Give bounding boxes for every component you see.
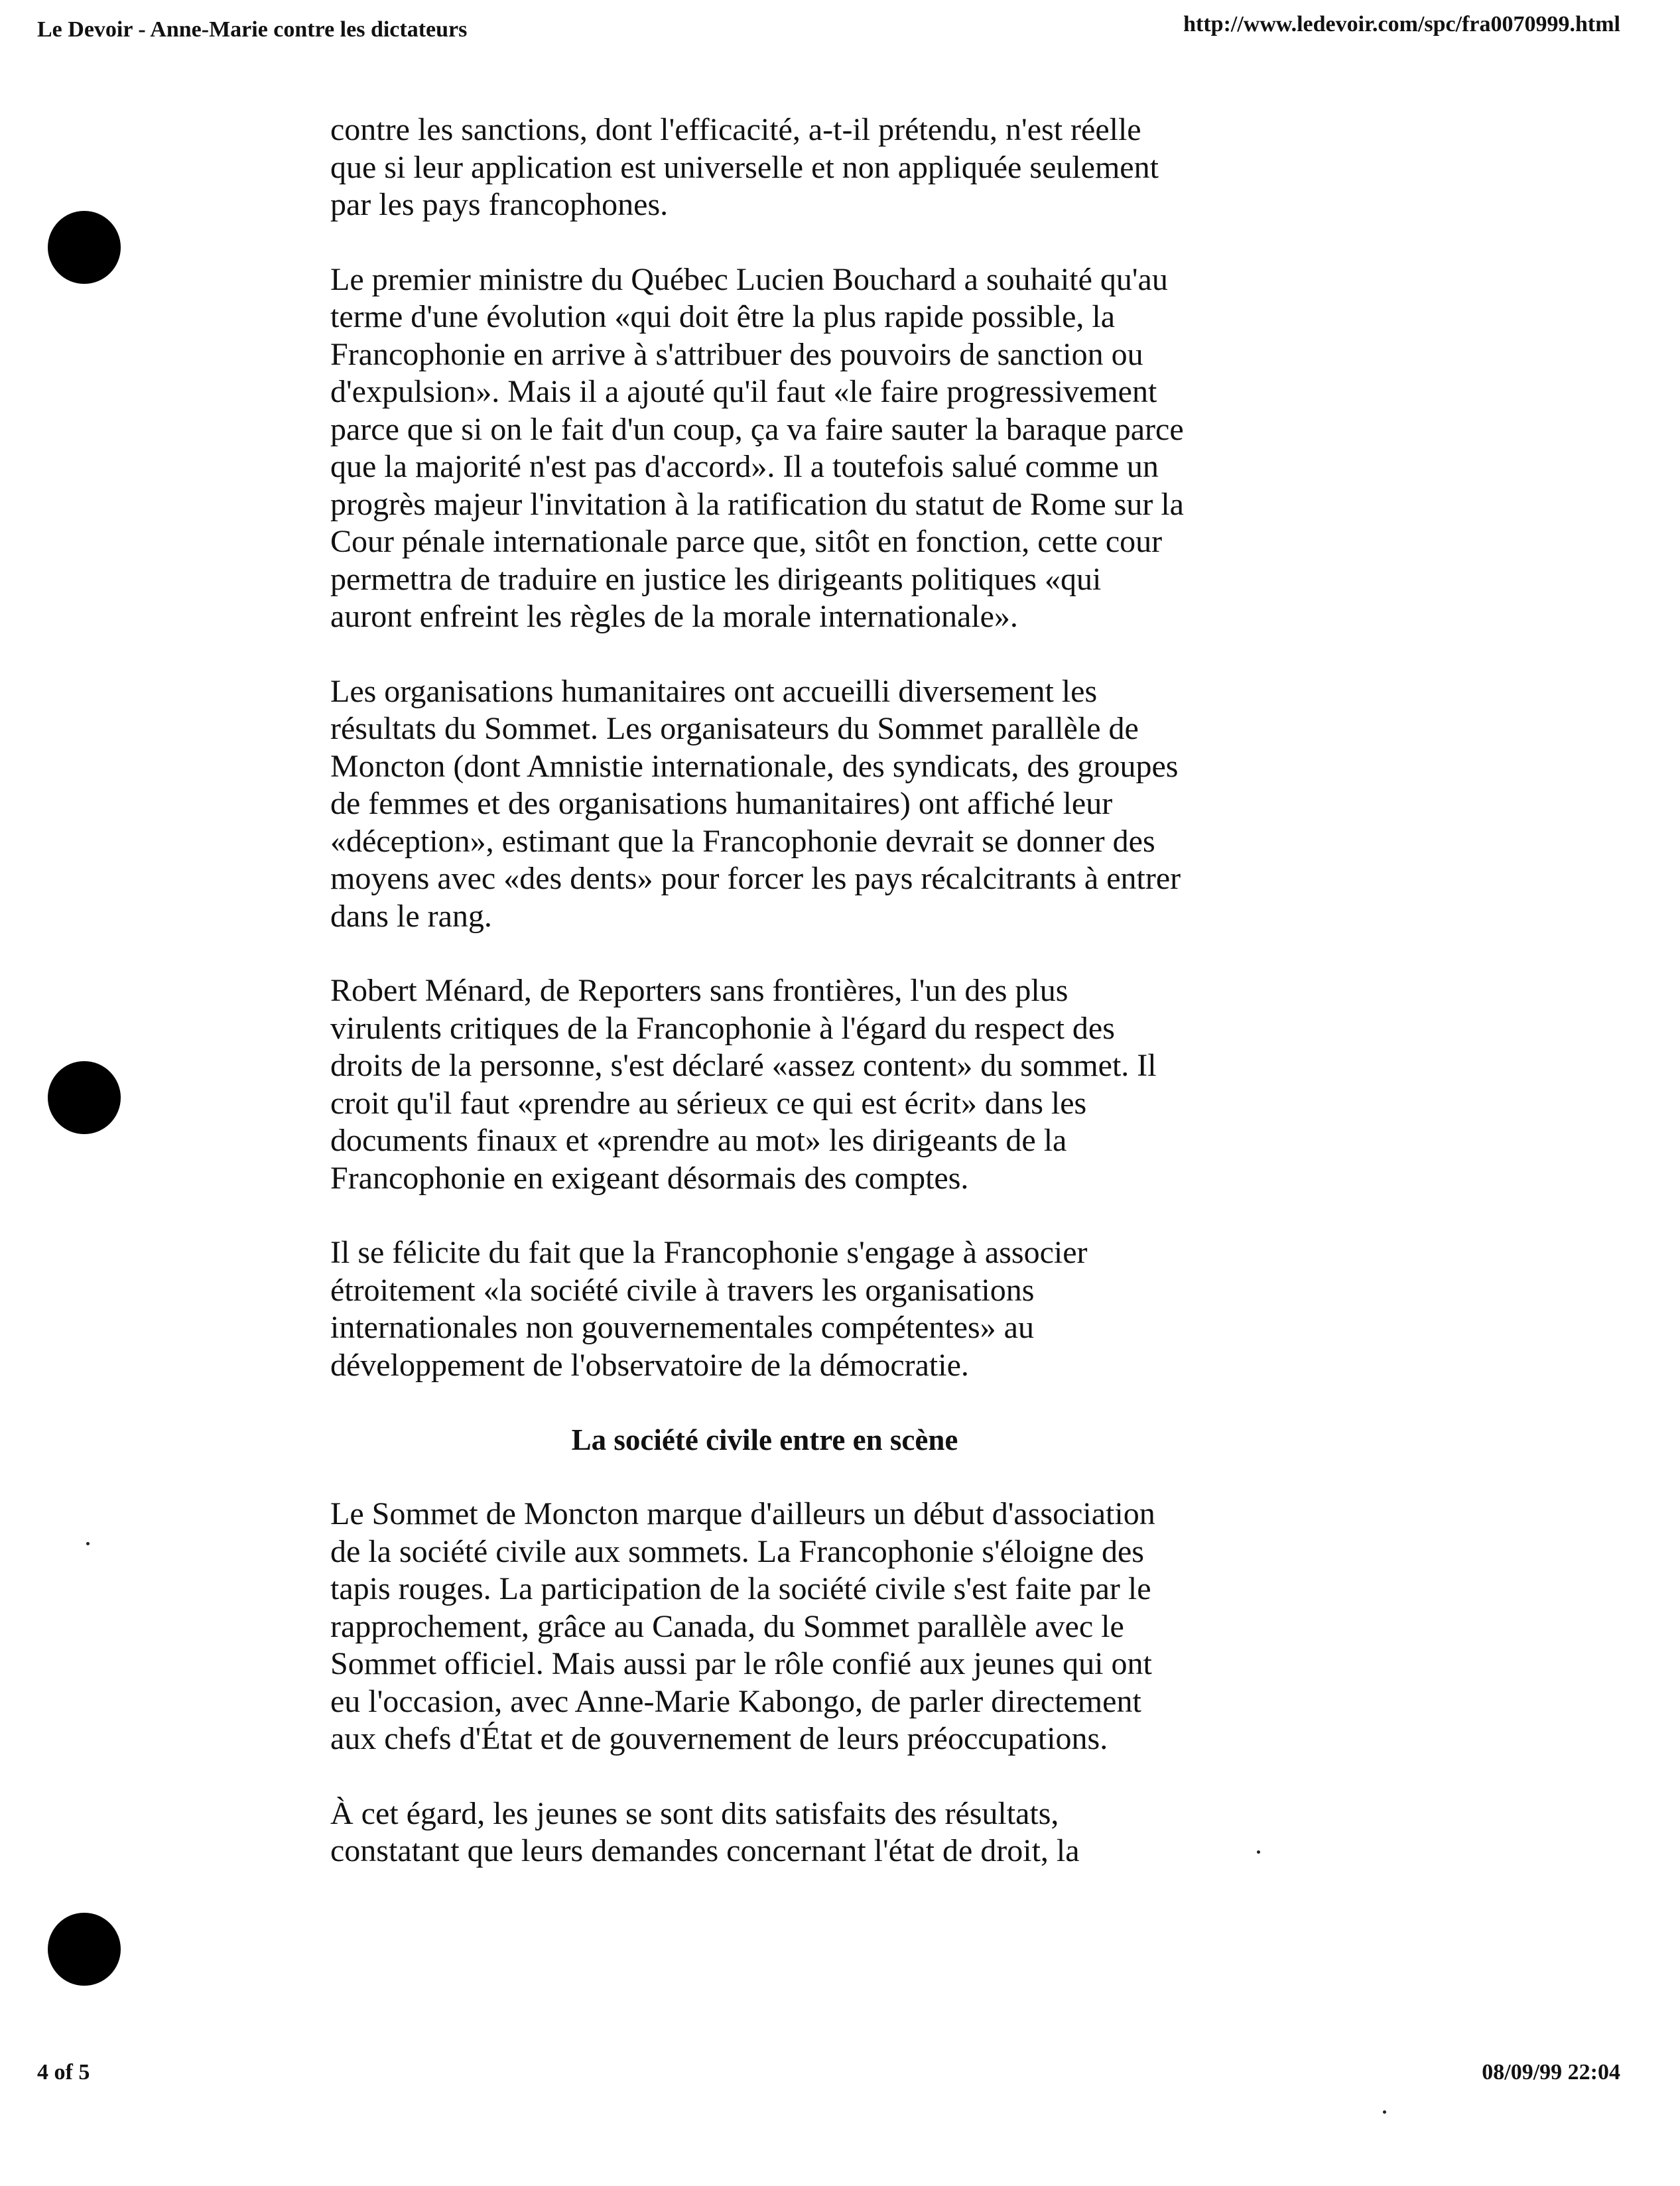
article-paragraph: Il se félicite du fait que la Francophonie s'engage à associer étroitement «la société civile à travers les organisations internationales non gouvernementales compétentes» au développement de l'observatoire de la démocratie. [330, 1235, 1088, 1383]
binder-hole-top [48, 211, 121, 284]
scan-speck [86, 1542, 90, 1545]
binder-hole-middle [48, 1061, 121, 1134]
article-paragraph: Le Sommet de Moncton marque d'ailleurs un début d'association de la société civile aux sommets. La Francophonie s'éloigne des tapis rouges. La participation de la société civile s'est faite par le rapprochement, grâce au Canada, du Sommet parallèle avec le Sommet officiel. Mais aussi par le rôle confié aux jeunes qui ont eu l'occasion, avec Anne-Marie Kabongo, de parler directement aux chefs d'État et de gouvernement de leurs préoccupations. [330, 1496, 1155, 1756]
article-body [330, 111, 1186, 1907]
article-paragraph: À cet égard, les jeunes se sont dits satisfaits des résultats, constatant que leurs demandes concernant l'état de droit, la [330, 1795, 1080, 1868]
page-header-url: http://www.ledevoir.com/spc/fra0070999.html [1183, 12, 1620, 36]
article-paragraph: Robert Ménard, de Reporters sans frontières, l'un des plus virulents critiques de la Francophonie à l'égard du respect des droits de la personne, s'est déclaré «assez content» du sommet. Il croit qu'il faut «prendre au sérieux ce qui est écrit» dans les documents finaux et «prendre au mot» les dirigeants de la Francophonie en exigeant désormais des comptes. [330, 973, 1157, 1196]
article-paragraph: Le premier ministre du Québec Lucien Bouchard a souhaité qu'au terme d'une évolution «qui doit être la plus rapide possible, la Francophonie en arrive à s'attribuer des pouvoirs de sanction ou d'expulsion». Mais il a ajouté qu'il faut «le faire progressivement parce que si on le fait d'un coup, ça va faire sauter la baraque parce que la majorité n'est pas d'accord». Il a toutefois salué comme un progrès majeur l'invitation à la ratification du statut de Rome sur la Cour pénale internationale parce que, sitôt en fonction, cette cour permettra de traduire en justice les dirigeants politiques «qui auront enfreint les règles de la morale internationale». [330, 261, 1184, 634]
scan-speck [1257, 1850, 1260, 1854]
article-paragraph: contre les sanctions, dont l'efficacité, a-t-il prétendu, n'est réelle que si leur application est universelle et non appliquée seulement par les pays francophones. [330, 112, 1159, 222]
binder-hole-bottom [48, 1913, 121, 1986]
section-heading: La société civile entre en scène [571, 1423, 958, 1456]
page-header-title: Le Devoir - Anne-Marie contre les dictateurs [37, 17, 468, 42]
scan-speck [1383, 2110, 1386, 2114]
page-number: 4 of 5 [37, 2060, 90, 2085]
article-paragraph: Les organisations humanitaires ont accueilli diversement les résultats du Sommet. Les organisateurs du Sommet parallèle de Moncton (dont Amnistie internationale, des syndicats, des groupes de femmes et des organisations humanitaires) ont affiché leur «déception», estimant que la Francophonie devrait se donner des moyens avec «des dents» pour forcer les pays récalcitrants à entrer dans le rang. [330, 673, 1181, 934]
print-timestamp: 08/09/99 22:04 [1482, 2060, 1620, 2085]
